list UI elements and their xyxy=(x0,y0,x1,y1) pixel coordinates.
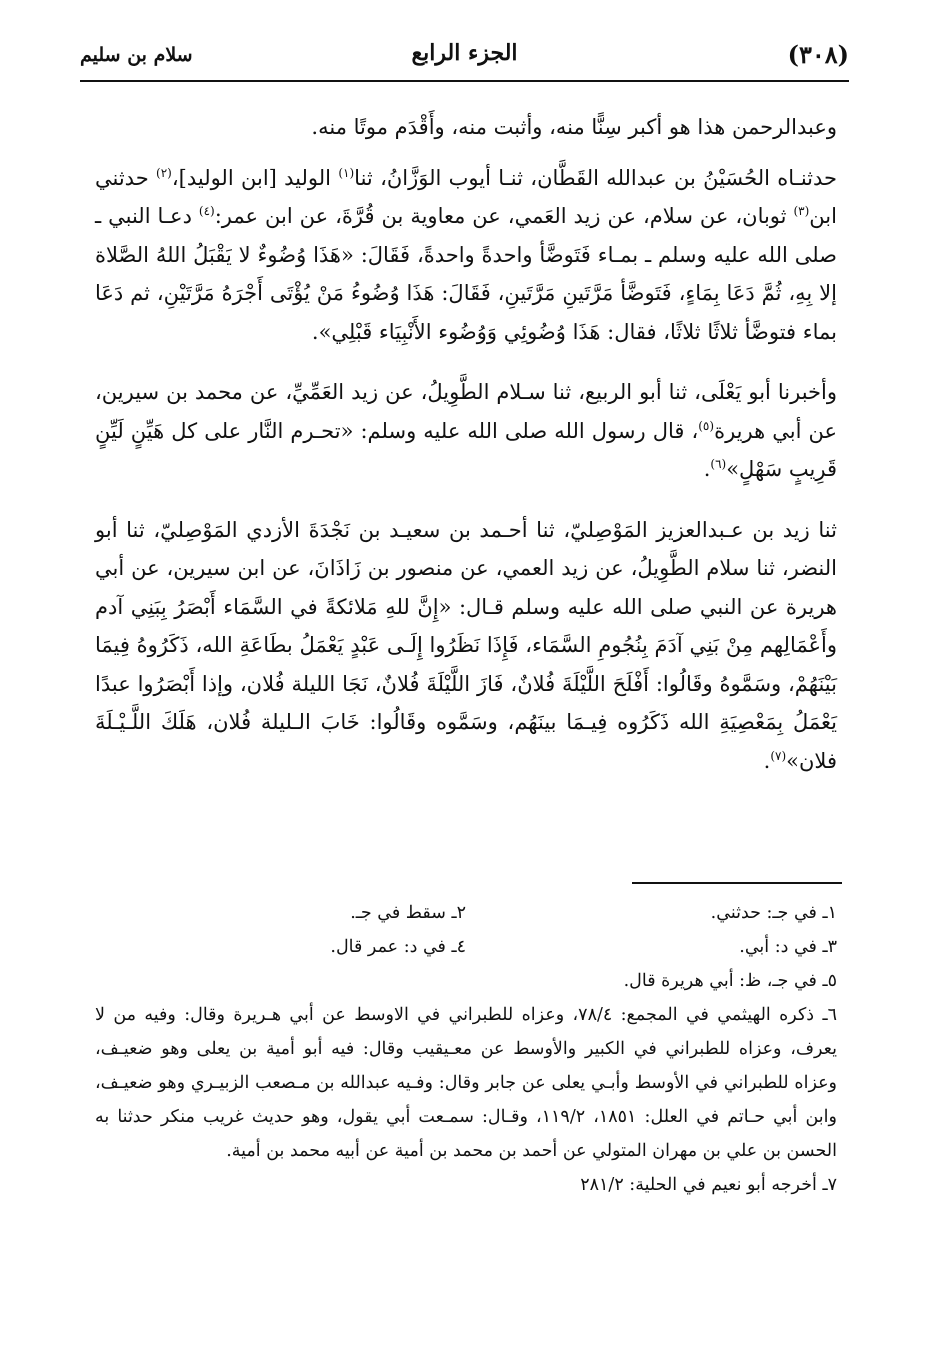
p4-text-2: . xyxy=(763,748,771,773)
footnote-ref-5[interactable]: (٥) xyxy=(698,418,715,433)
paragraph-4 xyxy=(95,511,837,781)
volume-title: الجزء الرابع xyxy=(411,40,518,66)
p2-text-1: حدثنـاه الحُسَيْنُ بن عبدالله القَطَّان، ثنـا أيوب الوَزَّانُ، ثنا xyxy=(354,165,838,190)
p3-text-3: . xyxy=(703,457,711,481)
author-name: سلام بن سليم xyxy=(80,44,193,66)
footnote-7: ٧ـ أخرجه أبو نعيم في الحلية: ٢٨١/٢ xyxy=(580,1175,837,1195)
p3-text-2: ، قال رسول الله صلى الله عليه وسلم: «تحـرم النَّار على كل هَيِّنٍ لَيِّنٍ قَرِيبٍ سَهْلٍ» xyxy=(95,418,837,481)
footnote-ref-1[interactable]: (١) xyxy=(338,165,355,180)
paragraph-1: وعبدالرحمن هذا هو أكبر سِنًّا منه، وأثبت منه، وأَقْدَم موتًا منه. xyxy=(311,115,837,139)
p4-text-1: ثنا زيد بن عـبدالعزيز المَوْصِليّ، ثنا أحـمد بن سعيـد بن نَجْدَةَ الأزدي المَوْصِليّ، ثنا أبو النضر، ثنا سلام الطَّوِيلُ، عن زيد العمي، عن منصور بن زَاذَانَ، عن ابن سيرين، عن أبي هريرة عن النبي صلى الله عليه وسلم قـال: «إِنَّ للهِ مَلائكةً في السَّمَاء أَبْصَرُ بِبَنِي آدم وأَعْمَالِهم مِنْ بَنِي آدَمَ بِنُجُومِ السَّمَاء، فَإِذَا نَظَرُوا إِلَـى عَبْدٍ يَعْمَلُ بطَاعَةِ الله، ذَكَرُوهُ فِيمَا بَيْنَهُمْ، وسَمَّوهُ وقَالُوا: أَفْلَحَ اللَّيْلَةَ فُلانٌ، فَازَ اللَّيْلَةَ فُلانٌ، نَجَا الليلة فُلان، وإذا أَبْصَرُوا عبدًا يَعْمَلُ بِمَعْصِيَةِ الله ذَكَرُوه فِيـمَا بينَهُم، وسَمَّوه وقَالُوا: خَابَ الـليلة فُلان، هَلَكَ اللَّـيْـلَةَ فلان» xyxy=(95,517,837,773)
footnote-row-1 xyxy=(95,896,837,930)
footnote-ref-6[interactable]: (٦) xyxy=(710,457,727,471)
page-header xyxy=(80,36,849,82)
footnote-1: ١ـ في جـ: حدثني. xyxy=(710,903,837,923)
footnote-row-2 xyxy=(95,930,837,964)
footnote-ref-3[interactable]: (٣) xyxy=(793,204,810,218)
footnote-ref-7[interactable]: (٧) xyxy=(770,748,787,763)
footnote-6: ٦ـ ذكره الهيثمي في المجمع: ٧٨/٤، وعزاه للطبراني في الاوسط عن أبي هـريرة وقال: وفيه من لا يعرف، وعزاه للطبراني في الكبير والأوسط عن معـيقيب وقال: فيه أبو أمية بن يعلى وهو ضعيـف، وعزاه للطبراني في الأوسط وأبـي يعلى عن جابر وقال: وفـيه عبدالله بن مـصعب الزبيـري وهو ضعيـف، وابن أبي حـاتم في العلل: ١٨٥١، ١١٩/٢، وقـال: سمـعت أبي يقول، وهو حديث غريب منكر حدثنا به الحسن بن علي بن مهران المتولي عن أحمد بن محمد بن أمية عن أبيه محمد بن أمية. xyxy=(95,1005,837,1161)
footnote-separator xyxy=(632,882,842,884)
footnote-4: ٤ـ في د: عمر قال. xyxy=(330,937,466,957)
p3-text-1: وأخبرنا أبو يَعْلَى، ثنا أبو الربيع، ثنا سـلام الطَّوِيلُ، عن زيد العَمِّيِّ، عن محمد بن سيرين، عن أبي هريرة xyxy=(95,380,837,443)
footnote-ref-4[interactable]: (٤) xyxy=(198,204,215,218)
p2-text-5: دعـا النبي ـ صلى الله عليه وسلم ـ بمـاء فَتَوضَّأ واحدةً واحدةً، فَقَالَ: «هَذَا وُضُوءٌ لا يَقْبَلُ اللهُ الصَّلاة إلا بِهِ، ثُمَّ دَعَا بِمَاءٍ، فَتَوضَّأ مَرَّتَينِ مَرَّتَينِ، فَقَالَ: هَذَا وُضُوءُ مَنْ يُؤْتَى أَجْرَهُ مَرَّتَيْنِ، ثم دَعَا بماء فتوضَّأ ثلاثًا ثلاثًا، فقال: هَذَا وُضُوئِي وَوُضُوء الأَنْبِيَاء قَبْلِي». xyxy=(95,204,837,344)
footnote-5: ٥ـ في جـ، ظ: أبي هريرة قال. xyxy=(623,971,837,991)
footnotes xyxy=(95,896,837,1202)
p2-text-2: الوليد [ابن الوليد]، xyxy=(171,165,332,190)
p2-text-4: ثوبان، عن سلام، عن زيد العَمي، عن معاوية بن قُرَّةَ، عن ابن عمر: xyxy=(214,204,787,228)
footnote-2: ٢ـ سقط في جـ. xyxy=(350,903,466,923)
p2-text-3: حدثني ابن xyxy=(95,165,837,228)
paragraph-3 xyxy=(95,373,837,489)
footnote-ref-2[interactable]: (٢) xyxy=(156,165,172,180)
page-number: (٣٠٨) xyxy=(787,40,849,69)
paragraph-2 xyxy=(95,159,837,352)
main-text xyxy=(95,108,837,792)
footnote-3: ٣ـ في د: أبي. xyxy=(739,937,837,957)
